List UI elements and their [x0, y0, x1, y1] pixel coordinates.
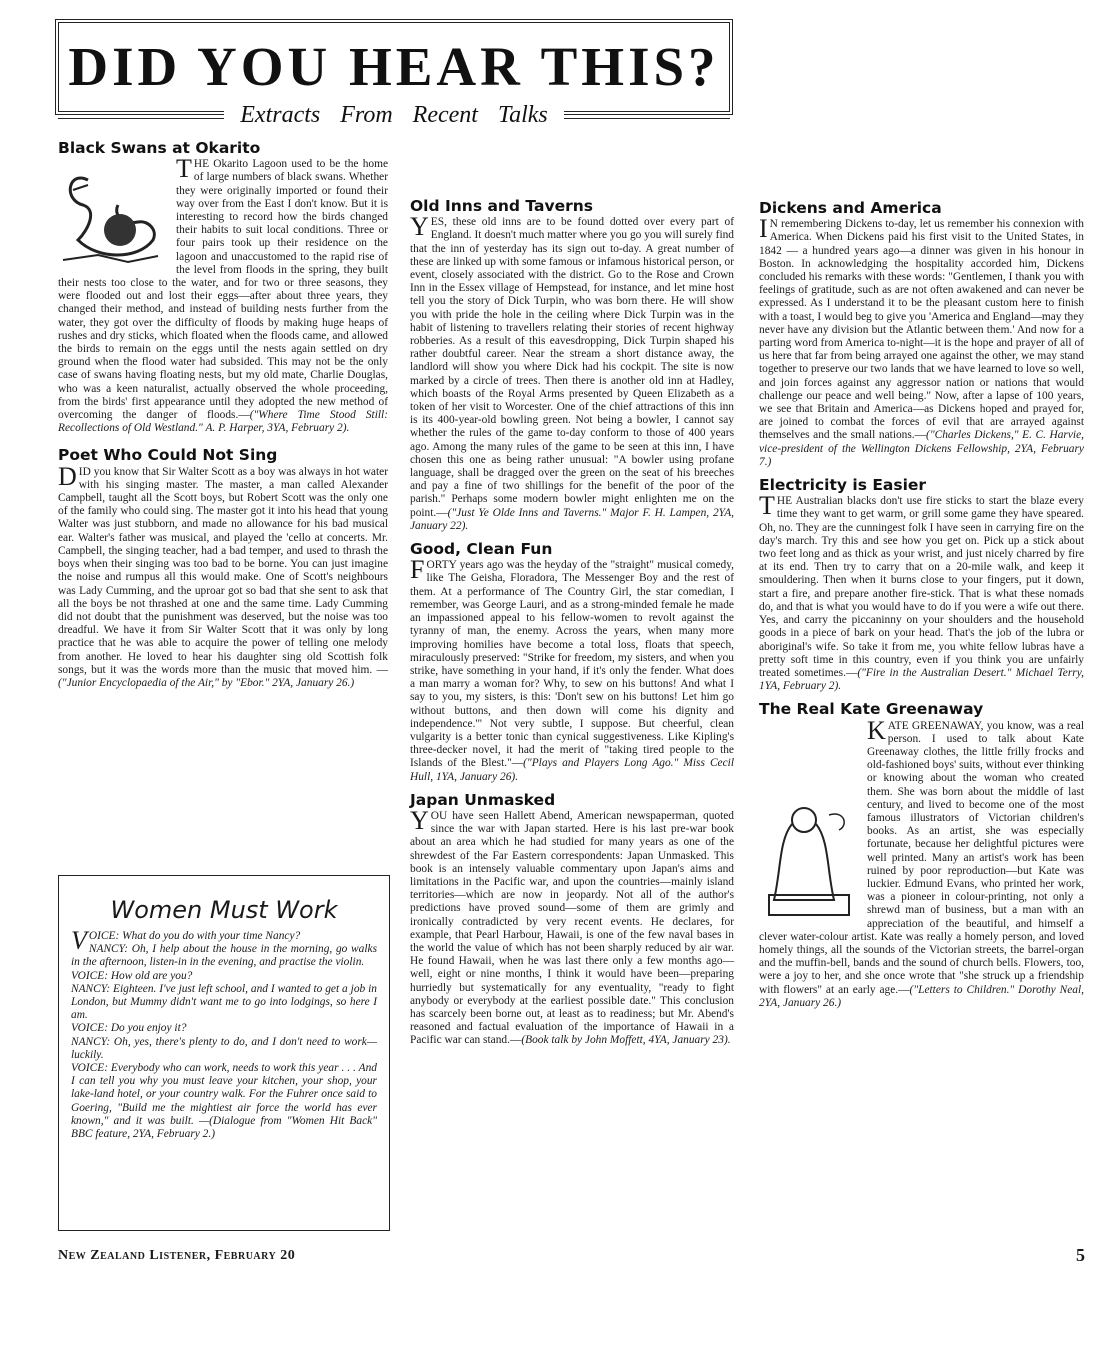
article-title: The Real Kate Greenaway	[759, 700, 984, 719]
dropcap: V	[71, 926, 87, 955]
article-text: HE Okarito Lagoon used to be the home of large numbers of black swans. Whether they were originally imported or found their way over from the East I don't know. But it is interesting to record how the birds changed their habits to suit local conditions. Three or four pairs took up their residence on the lagoon and unaccustomed to the rapid rise of the level from floods in the spring, they built their nests too close to the water, and for two or three seasons, they were flooded out and lost their eggs—after about three years, they changed their method, and instead of building nests further from the water, they got over the difficulty of floods by making huge heaps of rushes and dry sticks, which floated when the floods came, and allowed the birds to remain on the eggs until the nests again settled on dry ground when the flood water had subsided. This may not be the only case of swans having floating nests, but my old mate, Charlie Douglas, who was a keen naturalist, actually observed the whole proceeding, from the birds' first appearance until they adopted the new method of overcoming the danger of floods.—	[58, 158, 388, 422]
article-title: Good, Clean Fun	[410, 540, 553, 559]
column-3	[759, 8, 1084, 1010]
article-attribution: ("Plays and Players Long Ago." Miss Cecil Hull, 1YA, January 26).	[410, 757, 734, 783]
column-2	[410, 140, 734, 1048]
column-1	[58, 140, 388, 690]
dropcap: I	[759, 214, 768, 244]
article-attribution: ("Just Ye Olde Inns and Taverns." Major F. H. Lampen, 2YA, January 22).	[410, 506, 734, 532]
dialogue-line: VOICE: Everybody who can work, needs to work this year . . . And I can tell you why you must leave your kitchen, your shop, your lake-land hotel, or your country walk. For the Fuhrer once said to Goering, "Build me the mightiest air force the world has ever known," and it was built. —(Dialogue from "Women Hit Back" BBC feature, 2YA, February 2.)	[71, 1062, 377, 1141]
article-title: Old Inns and Taverns	[410, 197, 593, 215]
dropcap: F	[410, 555, 425, 585]
article-attribution: ("Where Time Stood Still: Recollections of Old Westland." A. P. Harper, 3YA, February 2).	[58, 409, 388, 435]
page-subtitle: Extracts From Recent Talks	[224, 102, 564, 129]
article-text: ATE GREENAWAY, you know, was a real person. I used to talk about Kate Greenaway clothes, the little frilly frocks and old-fashioned boys' suits, without ever thinking or knowing about the woman who created them. She was born about the middle of last century, and lived to become one of the most famous illustrators of Victorian children's books. As an artist, she was especially fortunate, because her delightful pictures were well printed. Many an artist's work has been ruined by poor reproduction—but Kate was luckier. Edmund Evans, who printed her work, was a pioneer in colour-printing, not only a shrewd man of business, but a man with an appreciation of the beautiful, and himself a clever water-colour artist. Kate was really a homely person, and loved homely things, all the sounds of the Victorian streets, the barrel-organ and the muffin-bell, bands and the sound of church bells. Flowers, too, were a joy to her, and she once wrote that "she struck up a friendship with flowers" at an early age.—	[759, 719, 1084, 996]
dropcap: D	[58, 461, 77, 491]
article-dickens	[759, 199, 1084, 469]
dropcap: T	[759, 491, 775, 521]
dialogue-line: NANCY: Oh, yes, there's plenty to do, and I don't need to work—luckily.	[71, 1035, 377, 1061]
subtitle-row	[58, 98, 730, 132]
subtitle-rule-left	[58, 111, 224, 119]
article-text: HE Australian blacks don't use fire sticks to start the blaze every time they want to get warm, or grill some game they have speared. Oh, no. They are the cunningest folk I have seen in carrying fire on the day's march. Try this and see how you get on. Pick up a stick about two feet long and as thick as your wrist, and just nicely charred by fire at its end. Then try to carry that on a 20-mile walk, and keep it smouldering. Then when it burns close to your fingers, put it down, start a fire, and prepare another fire-stick. That is what these nomads do, and that is what you would have to do if you were a wife out there. Yes, and carry the piccaninny on your shoulders and the household goods in a piece of bark on your head. That's the job of the lubra or aboriginal's wife. So take it from me, you white fellow lubras have a pretty soft time in this country, even if you think you are unfairly treated sometimes.—	[759, 495, 1084, 679]
article-attribution: ("Fire in the Australian Desert." Michael Terry, 1YA, February 2).	[759, 666, 1085, 693]
article-title: Poet Who Could Not Sing	[58, 446, 278, 465]
article-title: Japan Unmasked	[410, 790, 556, 809]
dialogue-line: NANCY: Eighteen. I've just left school, and I wanted to get a job in London, but Mummy didn't want me to go into lodgings, so here I am.	[71, 982, 377, 1022]
dialogue-line: OICE: What do you do with your time Nancy?	[88, 930, 301, 942]
article-kate-greenaway	[759, 700, 1084, 1010]
dropcap: Y	[410, 212, 429, 242]
article-title: Electricity is Easier	[759, 476, 927, 495]
dialogue-line: VOICE: Do you enjoy it?	[71, 1022, 187, 1035]
dialogue-line: NANCY: Oh, I help about the house in the morning, go walks in the afternoon, listen-in in the evening, and practise the violin.	[71, 943, 377, 969]
dialogue-line: VOICE: How old are you?	[71, 969, 193, 982]
article-old-inns	[410, 197, 734, 533]
article-title: Black Swans at Okarito	[58, 139, 261, 157]
article-text: N remembering Dickens to-day, let us remember his connexion with America. When Dickens paid his first visit to the United States, in 1842 — a hundred years ago—a dinner was given in his honour in Boston. In acknowledging the hospitality accorded him, Dickens concluded his remarks with these words: "Gentlemen, I thank you with feelings of gratitude, such as are not often awakened and can never be expressed. As I understand it to be the pleasant custom here to finish with a toast, I would beg to give you 'America and England—may they never have any division but the Atlantic between them.' And now for a parting word from America to-night—it is the hope and prayer of all of us here that far from being arrayed one against the other, we may stand together to preserve our two lands that we have learned to love so well, and join forces against any aggressor nation or nations that would challenge our peace and well being." Now, after a lapse of 100 years, we see that Britain and America—as Dickens hoped and prayed for, are joined to combat the forces of evil that are arrayed against themselves and the small nations.—	[759, 218, 1084, 442]
article-text: ORTY years ago was the heyday of the "straight" musical comedy, like The Geisha, Floradora, The Messenger Boy and the rest of them. At a performance of The Country Girl, the star comedian, I remember, was George Lauri, and as a strong-minded female he made an impassioned appeal to his fellow-women to revolt against the tyranny of man, the enemy. Across the years, when many more improving homilies have become a total loss, floats that speech, miraculously preserved: "Strike for freedom, my sisters, and when you strike, have something in your hand, if it's only the fender. What does a man marry a woman for? Why, to sew on his buttons! And what I say to you, my sisters, is this: 'Don't sew on his buttons! Let him go without buttons, and then down will come his dignity and independence.'" Not very subtle, I suppose. But cheerful, clean vulgarity is a better tonic than cynical suggestiveness. Like Kipling's three-decker novel, it had the merit of "taking tired people to the Islands of the Blest."—	[410, 559, 734, 770]
subtitle-rule-right	[564, 111, 730, 119]
page-number: 5	[1076, 1245, 1085, 1265]
dropcap: K	[867, 715, 886, 745]
article-text: ES, these old inns are to be found dotted over every part of England. It doesn't much matter where you go you will surely find that the inn of yesterday has its sign out to-day. A great number of these are linked up with some famous or infamous historical person, or event, closely associated with the district. Go to the Rose and Crown Inn in the Essex village of Hempstead, for instance, and let mine host tell you the story of Dick Turpin, who was born there. He will show you with pride the hole in the ceiling where Dick Turpin was in the habit of listening to travellers relating their stories of recent highway robberies. As a result of this eavesdropping, Dick Turpin shaped his rather doubtful career. Near the stream a short distance away, the landlord will show you where Dick had his cockpit. The site is now marked by a circle of trees. Then there is another old inn at Hadley, which boasts of the Royal Arms presented by Queen Elizabeth as a token of her visit to Worcester. One of the chief attractions of this inn is its 400-year-old bowling green. Not being a bowler, I cannot say whether the rules of the game to-day conform to those of 400 years ago. Among the many rules of the game to be seen at this inn, I have chosen this one as being rather unusual: "A bowler using profane language, shall be dragged over the green on the seat of his breeches and pay a fine of two shillings for the benefit of the poor of the parish." Perhaps some modern bowler might enlighten me on the point.—	[410, 216, 734, 519]
article-good-clean-fun	[410, 540, 734, 784]
article-title: Dickens and America	[759, 199, 942, 217]
box-title: Women Must Work	[110, 896, 338, 924]
article-attribution: ("Charles Dickens," E. C. Harvie, vice-president of the Wellington Dickens Fellowship, 2YA, February 7.)	[759, 429, 1084, 468]
article-black-swans	[58, 139, 388, 435]
article-japan-unmasked	[410, 790, 734, 1048]
kate-greenaway-illustration-icon	[759, 800, 859, 924]
article-poet	[58, 446, 388, 690]
swan-illustration-icon	[58, 160, 168, 274]
article-attribution: (Book talk by John Moffett, 4YA, January 23).	[521, 1034, 731, 1047]
article-attribution: ("Junior Encyclopaedia of the Air," by "Ebor." 2YA, January 26.)	[58, 676, 355, 689]
women-must-work-box	[58, 875, 390, 1231]
page-title: DID YOU HEAR THIS?	[68, 36, 720, 97]
article-text: OU have seen Hallett Abend, American newspaperman, quoted since the war with Japan started. Here is his last pre-war book about an area which he had studied for many years as one of the shrewdest of the Far Eastern correspondents: Japan Unmasked. This book is an intensely valuable commentary upon Japan's aims and limitations in the Pacific war, and upon the countries—mainly island territories—which are now in jeopardy. Not all of the author's predictions have proved sound—some of them are grimly and ironically contradicted by very recent events. He declares, for example, that Pearl Harbour, Hawaii, is one of the few naval bases in the world the value of which has not been sharply reduced by air war. He found Hawaii, when he was last there only a few months ago—well, eight or nine months, I think it would have been—preparing hurriedly but systematically for any eventuality, "ready to fight anybody or everybody at the earliest possible date." This conclusion has scarcely been borne out, at least as to readiness; but Mr. Abend's reasoned and factual evaluation of the importance of Hawaii in a Pacific war can stand.—	[410, 809, 734, 1047]
article-electricity	[759, 476, 1085, 693]
article-attribution: ("Letters to Children." Dorothy Neal, 2YA, January 26.)	[759, 983, 1084, 1009]
dropcap: T	[176, 154, 192, 184]
dropcap: Y	[410, 805, 429, 835]
footer-publication: New Zealand Listener, February 20	[58, 1248, 296, 1263]
article-text: ID you know that Sir Walter Scott as a boy was always in hot water with his singing master. The master, a man called Alexander Campbell, taught all the Scott boys, but Robert Scott was the only one of the family who could sing. The master got it into his head that young Walter was just stubborn, and made no allowance for his bad musical ear. Walter's father was musical, and played the 'cello at concerts. Mr. Campbell, the singing teacher, had a bad temper, and used to thrash the boys when their singing was too bad to be borne. You can just imagine the noise and rumpus all this would make. One of Scott's neighbours was Lady Cumming, and the uproar got so bad that she sent to ask that all the boys be not thrashed at one and the same time. Lady Cumming did not doubt that the punishment was deserved, but the noise was too dreadful. We have it from Sir Walter Scott that it was only by long practice that he was able to acquire the power of telling one melody from another. He loved to hear his daughter sing old Scottish folk songs, but it was the words more than the music that moved him. —	[58, 465, 388, 676]
